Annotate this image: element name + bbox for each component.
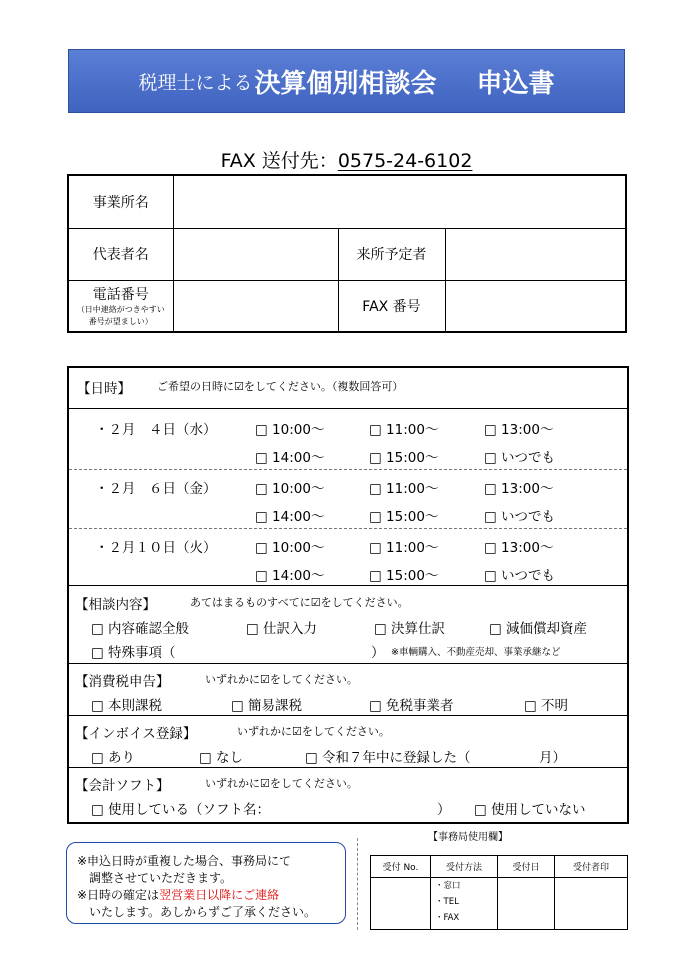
software-option-using[interactable]: □ 使用している（ソフト名： [91, 802, 271, 818]
application-form-box [67, 366, 629, 824]
title-banner [68, 49, 625, 113]
visitor-label: 来所予定者 [338, 228, 445, 280]
consult-option-closing-entry[interactable]: □ 決算仕訳 [374, 621, 446, 637]
day-1-slot-1300[interactable]: □ 13:00～ [484, 422, 554, 438]
tax-option-exempt[interactable]: □ 免税事業者 [369, 698, 454, 714]
day-2-slot-1500[interactable]: □ 15:00～ [369, 509, 439, 525]
day-2-date: ・２月 ６日（金） [95, 481, 217, 497]
consult-heading: 【相談内容】 [75, 597, 156, 613]
notice-line-2: 調整させていただきます。 [89, 871, 233, 885]
phone-field[interactable] [173, 280, 338, 332]
office-header-method: 受付方法 [431, 856, 498, 878]
phone-note-1: （日中連絡がつきやすい [76, 304, 165, 314]
consult-option-depreciation[interactable]: □ 減価償却資産 [489, 621, 588, 637]
fax-label: FAX 送付先： [220, 150, 338, 172]
phone-note-2: 番号が望ましい） [88, 316, 153, 326]
notice-line-1: ※申込日時が重複した場合、事務局にて [77, 854, 292, 868]
title-main: 決算個別相談会 [254, 68, 437, 99]
consult-option-general[interactable]: □ 内容確認全般 [91, 621, 190, 637]
consult-special-note: ※車輌購入、不動産売却、事業承継など [391, 647, 561, 658]
day-3-slot-1400[interactable]: □ 14:00～ [255, 568, 325, 584]
phone-label [68, 280, 173, 332]
office-stamp-cell[interactable] [555, 878, 628, 930]
day-1-slot-1500[interactable]: □ 15:00～ [369, 450, 439, 466]
fax-no-field[interactable] [445, 280, 626, 332]
day-1-date: ・２月 ４日（水） [95, 422, 217, 438]
fax-destination [0, 146, 693, 173]
office-method-tel: ・TEL [435, 897, 459, 907]
schedule-heading: 【日時】 [77, 381, 131, 397]
invoice-option-no[interactable]: □ なし [199, 750, 244, 766]
notice-line-3-highlight: 翌営業日以降にご連絡 [159, 888, 280, 902]
office-date-cell[interactable] [498, 878, 555, 930]
day-2-slot-1300[interactable]: □ 13:00～ [484, 481, 554, 497]
day-3-date: ・２月１０日（火） [95, 540, 217, 556]
office-header-no: 受付 No. [371, 856, 431, 878]
office-method-fax: ・FAX [435, 913, 460, 923]
consult-instruction: あてはまるものすべてに☑をしてください。 [190, 596, 409, 609]
day-3-slot-1100[interactable]: □ 11:00～ [369, 540, 439, 556]
invoice-option-yes[interactable]: □ あり [91, 750, 136, 766]
tax-instruction: いずれかに☑をしてください。 [205, 673, 358, 686]
day-2-slot-1000[interactable]: □ 10:00～ [255, 481, 325, 497]
day-2-slot-anytime[interactable]: □ いつでも [484, 509, 556, 525]
office-use-title: 【事務局使用欄】 [428, 832, 508, 843]
tax-option-unknown[interactable]: □ 不明 [524, 698, 569, 714]
fax-number: 0575-24-6102 [337, 150, 473, 172]
notice-box [66, 842, 346, 924]
day-2-slot-1100[interactable]: □ 11:00～ [369, 481, 439, 497]
invoice-option-registered-2025[interactable]: □ 令和７年中に登録した（ [305, 750, 471, 766]
tax-option-standard[interactable]: □ 本則課税 [91, 698, 163, 714]
software-heading: 【会計ソフト】 [75, 778, 170, 794]
day-1-slot-anytime[interactable]: □ いつでも [484, 450, 556, 466]
consult-option-special[interactable]: □ 特殊事項（ [91, 645, 176, 661]
office-name-field[interactable] [173, 175, 626, 228]
title-small: 税理士による [138, 71, 253, 94]
office-method-window: ・窓口 [435, 881, 461, 891]
office-use-table [370, 855, 628, 930]
day-1-slot-1100[interactable]: □ 11:00～ [369, 422, 439, 438]
day-2-slot-1400[interactable]: □ 14:00～ [255, 509, 325, 525]
tax-heading: 【消費税申告】 [75, 674, 170, 690]
day-1-slot-1400[interactable]: □ 14:00～ [255, 450, 325, 466]
schedule-instruction: ご希望の日時に☑をしてください。（複数回答可） [157, 380, 404, 393]
tax-option-simplified[interactable]: □ 簡易課税 [231, 698, 303, 714]
office-header-stamp: 受付者印 [555, 856, 628, 878]
notice-line-4: いたします。あしからずご了承ください。 [89, 905, 317, 919]
invoice-heading: 【インボイス登録】 [75, 726, 197, 742]
rep-name-label: 代表者名 [68, 228, 173, 280]
invoice-instruction: いずれかに☑をしてください。 [237, 725, 390, 738]
day-3-slot-1300[interactable]: □ 13:00～ [484, 540, 554, 556]
day-3-slot-anytime[interactable]: □ いつでも [484, 568, 556, 584]
consult-option-journal-entry[interactable]: □ 仕訳入力 [246, 621, 318, 637]
software-using-close: ） [437, 802, 451, 818]
notice-line-3-text: ※日時の確定は [77, 888, 160, 902]
office-header-date: 受付日 [498, 856, 555, 878]
day-1-slot-1000[interactable]: □ 10:00～ [255, 422, 325, 438]
day-3-slot-1000[interactable]: □ 10:00～ [255, 540, 325, 556]
office-method-cell [431, 878, 498, 930]
software-instruction: いずれかに☑をしてください。 [205, 777, 358, 790]
phone-label-text: 電話番号 [92, 286, 149, 303]
fax-no-label: FAX 番号 [338, 280, 445, 332]
office-name-label: 事業所名 [68, 175, 173, 228]
applicant-info-table [67, 174, 627, 333]
visitor-field[interactable] [445, 228, 626, 280]
office-no-cell[interactable] [371, 878, 431, 930]
rep-name-field[interactable] [173, 228, 338, 280]
cut-line [357, 838, 358, 930]
notice-line-3 [77, 887, 345, 904]
title-suffix: 申込書 [476, 68, 555, 99]
invoice-month-close: 月） [539, 750, 566, 766]
day-3-slot-1500[interactable]: □ 15:00～ [369, 568, 439, 584]
software-option-not-using[interactable]: □ 使用していない [474, 802, 586, 818]
consult-special-close: ） [371, 645, 385, 661]
